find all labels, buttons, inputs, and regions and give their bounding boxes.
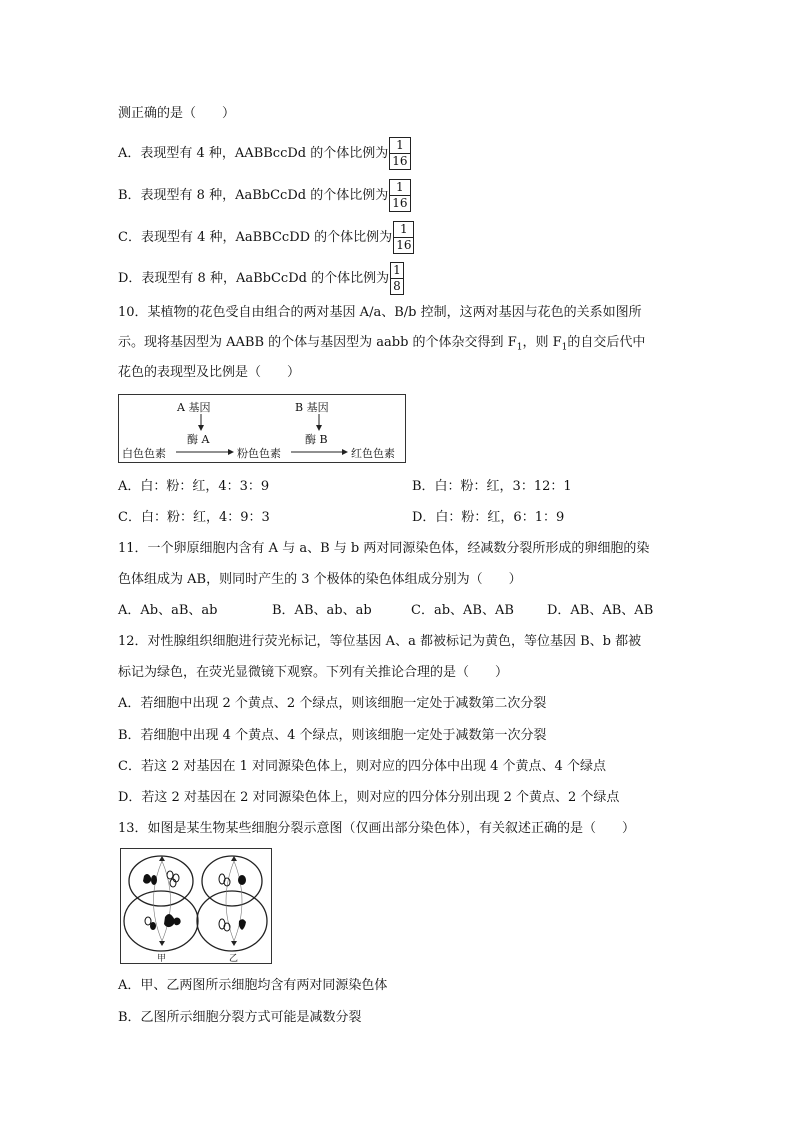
q9-option-c-fraction: $\frac{1}{16}$ (393, 221, 414, 254)
q10-stem-line1: 10．某植物的花色受自由组合的两对基因 A/a、B/b 控制，这两对基因与花色的关系如图所 (118, 305, 642, 320)
q9-stem-tail: 测正确的是（ ） (118, 106, 236, 121)
q9-option-b-text: B．表现型有 8 种，AaBbCcDd 的个体比例为 (118, 188, 389, 203)
pathway-arrows (119, 395, 405, 462)
q12-stem-line2: 标记为绿色，在荧光显微镜下观察。下列有关推论合理的是（ ） (118, 665, 509, 680)
q11-option-d[interactable]: D．AB、AB、AB (547, 603, 654, 618)
label-jia: 甲 (157, 954, 167, 963)
q12-option-c[interactable]: C．若这 2 对基因在 1 对同源染色体上，则对应的四分体中出现 4 个黄点、4 个绿点 (118, 759, 606, 774)
cell-jia (124, 856, 198, 951)
pigment-pathway-figure (118, 394, 406, 463)
white-pigment-label: 白色色素 (122, 447, 166, 460)
q10-option-a[interactable]: A．白：粉：红，4：3：9 (118, 479, 270, 494)
yi-chromosomes-bottom (219, 919, 246, 931)
q11-stem-line1: 11．一个卵原细胞内含有 A 与 a、B 与 b 两对同源染色体，经减数分裂所形成的卵细胞的染 (118, 541, 650, 556)
jia-chromosomes-bottom (145, 914, 181, 930)
q9-option-a-fraction: $\frac{1}{16}$ (389, 137, 410, 170)
q13-option-a[interactable]: A．甲、乙两图所示细胞均含有两对同源染色体 (118, 978, 388, 993)
red-pigment-label: 红色色素 (351, 447, 395, 460)
q10-stem-line3: 花色的表现型及比例是（ ） (118, 365, 301, 380)
label-yi: 乙 (229, 954, 239, 963)
q9-option-b-fraction: $\frac{1}{16}$ (389, 179, 410, 212)
q10-option-b[interactable]: B．白：粉：红，3：12：1 (412, 479, 572, 494)
yi-chromosomes-top (219, 874, 246, 886)
q13-stem-line1: 13．如图是某生物某些细胞分裂示意图（仅画出部分染色体），有关叙述正确的是（ ） (118, 821, 636, 836)
q9-option-a[interactable] (118, 137, 411, 170)
enzyme-a-label: 酶 A (187, 433, 210, 446)
q11-stem-line2: 色体组成为 AB，则同时产生的 3 个极体的染色体组成分别为（ ） (118, 572, 522, 587)
q10-stem-line2: 示。现将基因型为 AABB 的个体与基因型为 aabb 的个体杂交得到 $F_1$，则 $F_1$的自交后代中 (118, 335, 646, 353)
q10-option-c[interactable]: C．白：粉：红，4：9：3 (118, 510, 270, 525)
cell-yi (197, 856, 267, 951)
gene-b-label: B 基因 (295, 401, 329, 414)
enzyme-b-label: 酶 B (305, 433, 328, 446)
q9-option-d-fraction: $\frac{1}{8}$ (390, 262, 404, 295)
gene-a-label: A 基因 (177, 401, 211, 414)
q11-option-a[interactable]: A．Ab、aB、ab (118, 603, 218, 618)
q12-option-a[interactable]: A．若细胞中出现 2 个黄点、2 个绿点，则该细胞一定处于减数第二次分裂 (118, 696, 547, 711)
q9-option-a-text: A．表现型有 4 种，AABBccDd 的个体比例为 (118, 146, 389, 161)
q9-option-c[interactable] (118, 221, 414, 254)
q13-option-b[interactable]: B．乙图所示细胞分裂方式可能是减数分裂 (118, 1010, 362, 1025)
q12-stem-line1: 12．对性腺组织细胞进行荧光标记，等位基因 A、a 都被标记为黄色，等位基因 B、b 都被 (118, 634, 642, 649)
cell-division-drawing (121, 849, 271, 963)
q11-option-c[interactable]: C．ab、AB、AB (411, 603, 514, 618)
q12-option-b[interactable]: B．若细胞中出现 4 个黄点、4 个绿点，则该细胞一定处于减数第一次分裂 (118, 728, 547, 743)
q11-option-b[interactable]: B．AB、ab、ab (272, 603, 372, 618)
pink-pigment-label: 粉色色素 (237, 447, 281, 460)
jia-chromosomes-top (143, 871, 179, 887)
q9-option-b[interactable] (118, 179, 411, 212)
q12-option-d[interactable]: D．若这 2 对基因在 2 对同源染色体上，则对应的四分体分别出现 2 个黄点、2 个绿点 (118, 790, 620, 805)
cell-division-figure (120, 848, 272, 964)
q9-option-d-text: D．表现型有 8 种，AaBbCcDd 的个体比例为 (118, 271, 390, 286)
q9-option-c-text: C．表现型有 4 种，AaBBCcDD 的个体比例为 (118, 230, 393, 245)
q10-option-d[interactable]: D．白：粉：红，6：1：9 (412, 510, 565, 525)
q9-option-d[interactable] (118, 262, 404, 295)
